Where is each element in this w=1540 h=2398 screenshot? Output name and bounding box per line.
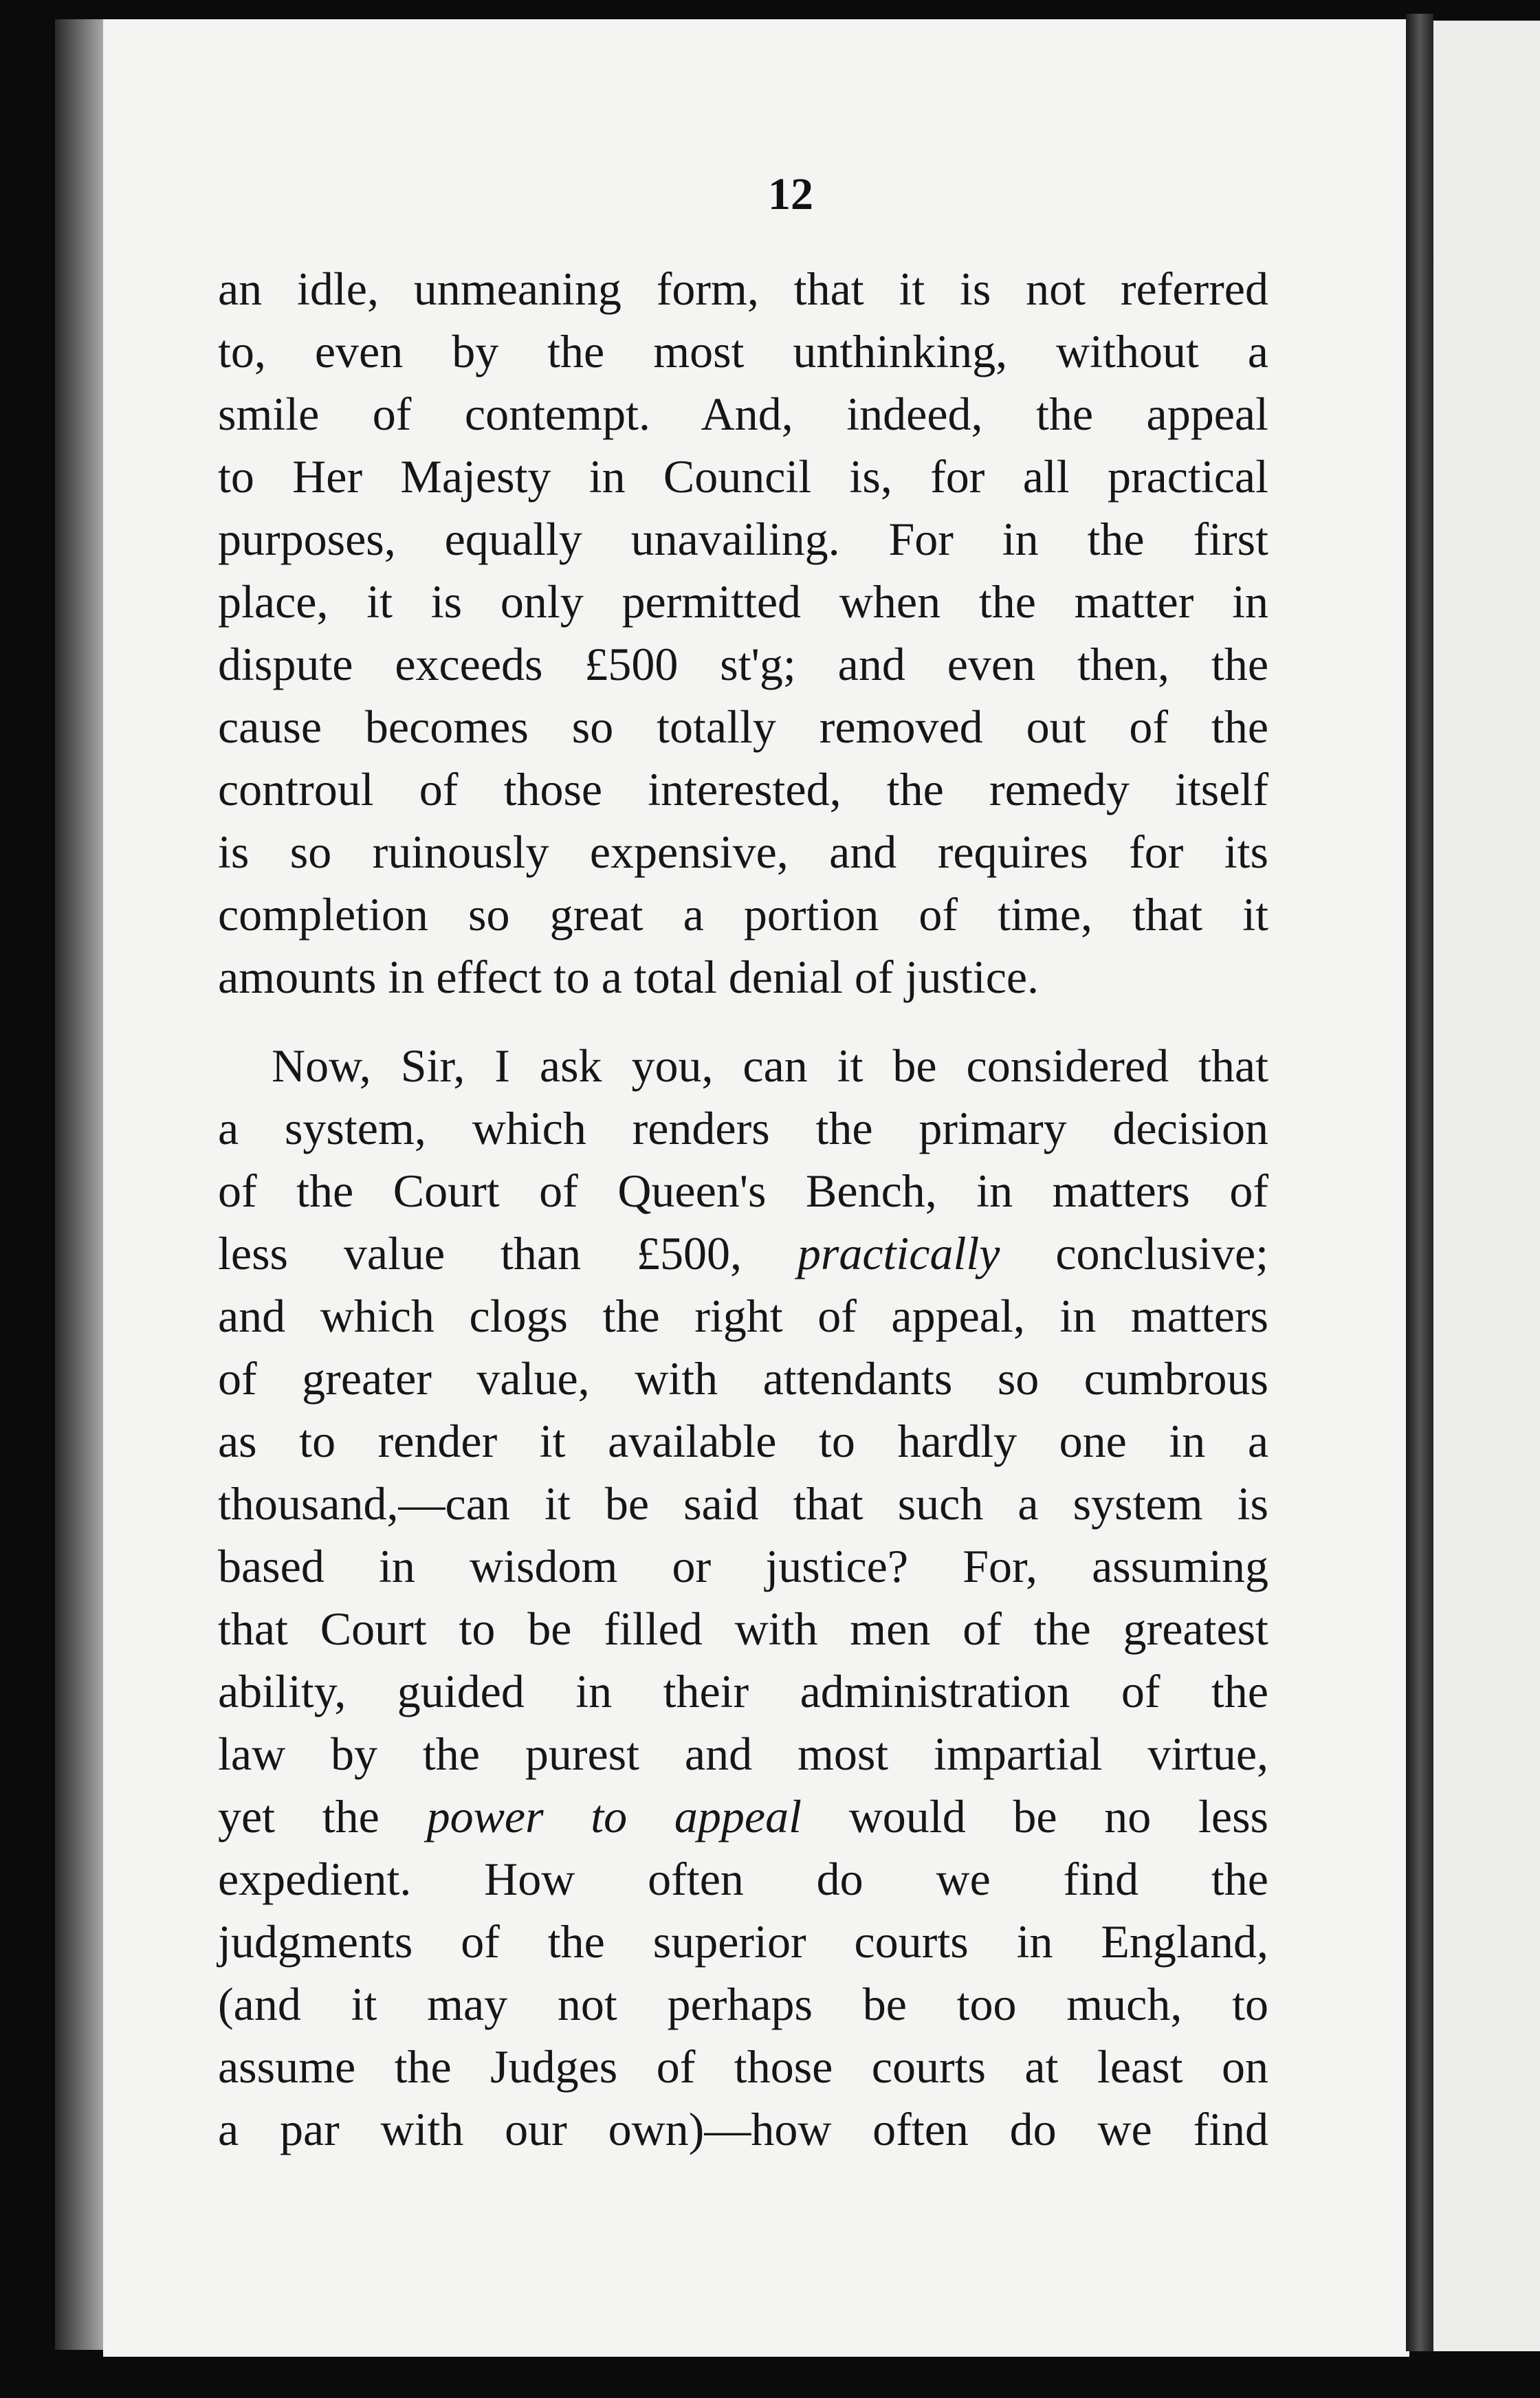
text-line: based in wisdom or justice? For, assuming <box>218 1540 1268 1592</box>
text-line: a par with our own)—how often do we find <box>218 2103 1268 2155</box>
text-line: is so ruinously expensive, and requires for its <box>218 826 1268 878</box>
text-line: to, even by the most unthinking, without a <box>218 325 1268 377</box>
page-number: 12 <box>768 169 813 219</box>
text-line: that Court to be filled with men of the greatest <box>218 1603 1268 1655</box>
text-line-mixed <box>218 1785 1268 1848</box>
text-line: a system, which renders the primary decision <box>218 1102 1268 1154</box>
text-line: judgments of the superior courts in England, <box>218 1915 1268 1968</box>
text-line: assume the Judges of those courts at least on <box>218 2040 1268 2093</box>
text-line: of greater value, with attendants so cumbrous <box>218 1352 1268 1405</box>
text-line: controul of those interested, the remedy itself <box>218 763 1268 815</box>
text-line: to Her Majesty in Council is, for all practical <box>218 450 1268 503</box>
text-run: yet the <box>218 1790 380 1842</box>
text-line: amounts in effect to a total denial of justice. <box>218 951 1040 1003</box>
paragraph-2 <box>218 1035 1268 2161</box>
text-line: place, it is only permitted when the matter in <box>218 575 1268 628</box>
text-line: expedient. How often do we find the <box>218 1853 1268 1905</box>
text-line: dispute exceeds £500 st'g; and even then, the <box>218 638 1268 690</box>
text-line: an idle, unmeaning form, that it is not referred <box>218 263 1268 315</box>
text-line: cause becomes so totally removed out of the <box>218 701 1268 753</box>
text-line-mixed <box>218 1222 1268 1285</box>
text-line: smile of contempt. And, indeed, the appeal <box>218 388 1268 440</box>
text-run: would be no less <box>848 1790 1269 1842</box>
text-line: completion so great a portion of time, that it <box>218 888 1268 940</box>
italic-text: practically <box>797 1227 1000 1279</box>
next-page-sliver <box>1433 21 1540 2351</box>
text-run: conclusive; <box>1055 1227 1269 1279</box>
text-line: purposes, equally unavailing. For in the first <box>218 513 1268 565</box>
text-line: Now, Sir, I ask you, can it be considered that <box>272 1040 1268 1092</box>
text-line: law by the purest and most impartial virtue, <box>218 1728 1268 1780</box>
text-line: (and it may not perhaps be too much, to <box>218 1978 1268 2030</box>
paragraph-1 <box>218 258 1268 1009</box>
text-line: thousand,—can it be said that such a system is <box>218 1477 1268 1530</box>
italic-text: power to appeal <box>426 1790 802 1842</box>
text-line: and which clogs the right of appeal, in matters <box>218 1290 1268 1342</box>
page-edge <box>1406 14 1433 2351</box>
text-line: ability, guided in their administration of the <box>218 1665 1268 1717</box>
text-line: of the Court of Queen's Bench, in matters of <box>218 1165 1268 1217</box>
text-run: less value than £500, <box>218 1227 742 1279</box>
text-line: as to render it available to hardly one in a <box>218 1415 1268 1467</box>
